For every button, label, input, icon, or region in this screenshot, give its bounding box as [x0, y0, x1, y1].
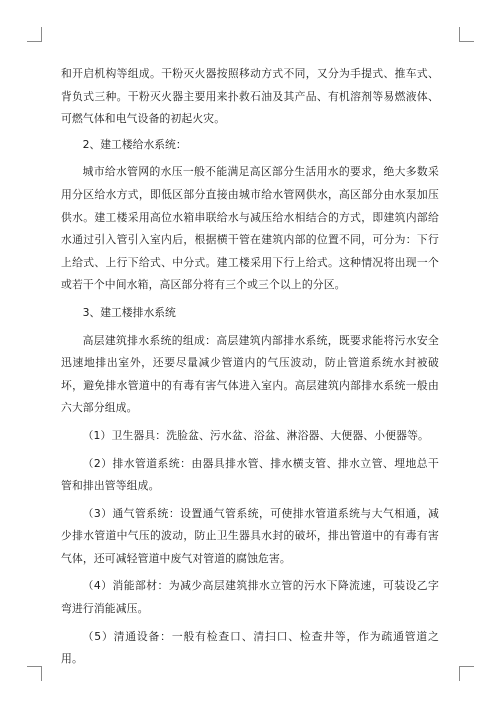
paragraph-drainage-intro: 高层建筑排水系统的组成：高层建筑内部排水系统，既要求能将污水安全迅速地排出室外，还要尽量减少管道内的气压波动，防止管道系统水封被破坏，避免排水管道中的有毒有害气体进入室内。高层建筑内部排水系统一般由六大部分组成。: [61, 333, 439, 415]
document-body: [61, 63, 439, 671]
list-item-sanitary-fixtures: （1）卫生器具：洗脸盆、污水盆、浴盆、淋浴器、大便器、小便器等。: [82, 428, 429, 442]
list-item-cleanout-equipment: （5）清通设备：一般有检查口、清扫口、检查井等，作为疏通管道之用。: [61, 629, 439, 666]
list-item-drain-piping: （2）排水管道系统：由器具排水管、排水横支管、排水立管、埋地总干管和排出管等组成。: [61, 456, 439, 493]
paragraph-dry-powder-extinguisher: 和开启机构等组成。干粉灭火器按照移动方式不同，又分为手提式、推车式、背负式三种。干粉灭火器主要用来扑救石油及其产品、有机溶剂等易燃液体、可燃气体和电气设备的初起火灾。: [61, 67, 439, 126]
crop-mark-top-right: [459, 27, 474, 42]
list-item-energy-dissipation: （4）消能部材：为减少高层建筑排水立管的污水下降流速，可装设乙字弯进行消能减压。: [61, 579, 439, 616]
crop-mark-top-left: [27, 27, 42, 42]
crop-mark-bottom-right: [459, 666, 474, 681]
section-heading-drainage: 3、建工楼排水系统: [82, 305, 176, 319]
section-heading-water-supply: 2、建工楼给水系统：: [82, 137, 187, 151]
crop-mark-bottom-left: [27, 666, 42, 681]
list-item-vent-system: （3）通气管系统：设置通气管系统，可使排水管道系统与大气相通，减少排水管道中气压的波动，防止卫生器具水封的破坏，排出管道中的有毒有害气体，还可减轻管道中废气对管道的腐蚀危害。: [61, 506, 439, 565]
paragraph-water-supply: 城市给水管网的水压一般不能满足高区部分生活用水的要求，绝大多数采用分区给水方式，即低区部分直接由城市给水管网供水，高区部分由水泵加压供水。建工楼采用高位水箱串联给水与减压给水相结合的方式，即建筑内部给水通过引入管引入室内后，根据横干管在建筑内部的位置不同，可分为：下行上给式、上行下给式、中分式。建工楼采用下行上给式。这种情况将出现一个或若干个中间水箱，高区部分将有三个或三个以上的分区。: [61, 165, 439, 292]
